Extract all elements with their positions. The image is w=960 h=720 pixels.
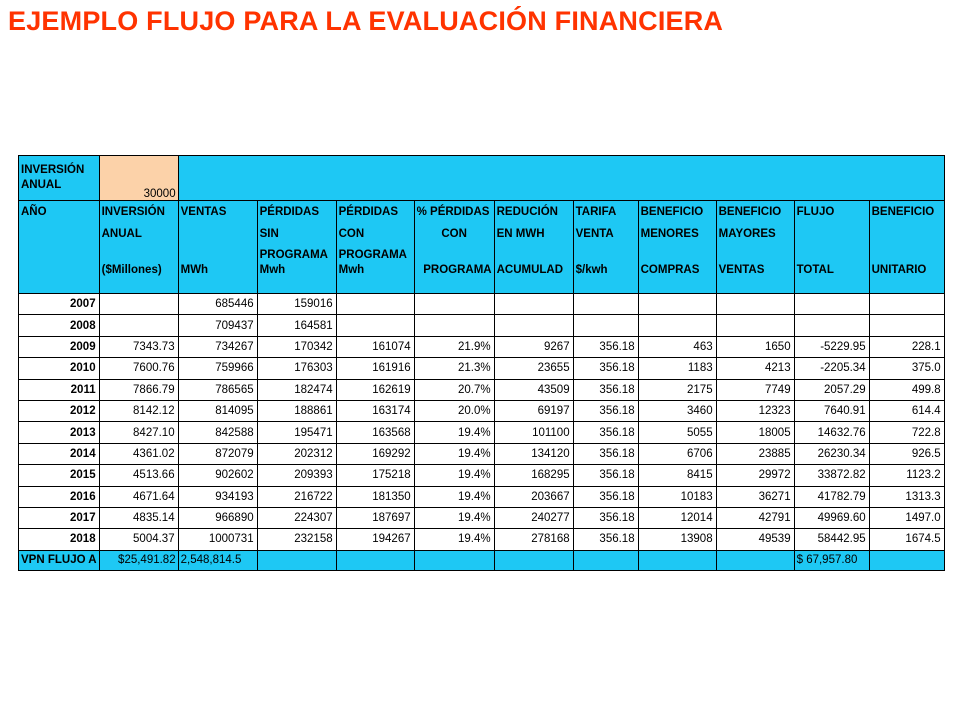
year-cell: 2007 — [19, 294, 100, 315]
header-flow-total — [794, 201, 869, 294]
year-cell: 2014 — [19, 443, 100, 464]
table-row — [19, 529, 945, 550]
value-cell: 23885 — [716, 443, 794, 464]
header-line — [797, 227, 867, 242]
header-line: % PÉRDIDAS — [416, 206, 490, 218]
vpn-label: VPN FLUJO A — [19, 550, 100, 570]
header-line — [576, 248, 636, 263]
value-cell: 19.4% — [414, 529, 494, 550]
value-cell: 709437 — [178, 315, 257, 336]
table-row — [19, 507, 945, 528]
value-cell — [638, 315, 716, 336]
value-cell: 10183 — [638, 486, 716, 507]
value-cell: 101100 — [494, 422, 573, 443]
value-cell — [99, 315, 178, 336]
vpn-row — [19, 550, 945, 570]
value-cell: 240277 — [494, 507, 573, 528]
value-cell: 195471 — [257, 422, 336, 443]
header-line: CON — [441, 227, 467, 240]
value-cell — [716, 315, 794, 336]
value-cell: 41782.79 — [794, 486, 869, 507]
value-cell: 161916 — [336, 358, 414, 379]
header-line: PROGRAMA — [259, 249, 328, 262]
value-cell — [869, 294, 944, 315]
header-line: ANUAL — [101, 227, 142, 240]
financial-flow-table — [18, 155, 945, 571]
year-cell: 2011 — [19, 379, 100, 400]
year-cell: 2008 — [19, 315, 100, 336]
header-line: MAYORES — [718, 227, 776, 240]
value-cell — [494, 315, 573, 336]
vpn-flow: $ 67,957.80 — [794, 550, 869, 570]
header-line: ACUMULAD — [496, 264, 564, 277]
header-line: COMPRAS — [640, 264, 700, 277]
header-line: ($Millones) — [101, 264, 162, 277]
table-row — [19, 358, 945, 379]
value-cell: 42791 — [716, 507, 794, 528]
header-line — [21, 248, 97, 263]
value-cell: 759966 — [178, 358, 257, 379]
header-line: MWh — [180, 264, 209, 277]
value-cell: 1000731 — [178, 529, 257, 550]
header-filler — [178, 156, 944, 201]
value-cell: 36271 — [716, 486, 794, 507]
table-row — [19, 465, 945, 486]
value-cell: 26230.34 — [794, 443, 869, 464]
table-row — [19, 379, 945, 400]
value-cell: 8142.12 — [99, 400, 178, 421]
value-cell: 176303 — [257, 358, 336, 379]
value-cell: 23655 — [494, 358, 573, 379]
header-line — [21, 263, 97, 278]
vpn-empty — [414, 550, 494, 570]
header-line: VENTAS — [180, 206, 227, 218]
value-cell — [336, 294, 414, 315]
value-cell: 19.4% — [414, 507, 494, 528]
value-cell: 58442.95 — [794, 529, 869, 550]
header-line — [417, 248, 492, 263]
vpn-empty — [257, 550, 336, 570]
value-cell: 19.4% — [414, 422, 494, 443]
value-cell: 224307 — [257, 507, 336, 528]
value-cell: 203667 — [494, 486, 573, 507]
value-cell: 232158 — [257, 529, 336, 550]
value-cell: 159016 — [257, 294, 336, 315]
header-line: UNITARIO — [871, 264, 927, 277]
year-cell: 2009 — [19, 336, 100, 357]
value-cell: 278168 — [494, 529, 573, 550]
value-cell: 5055 — [638, 422, 716, 443]
value-cell: 43509 — [494, 379, 573, 400]
value-cell: 966890 — [178, 507, 257, 528]
value-cell: 614.4 — [869, 400, 944, 421]
value-cell: 934193 — [178, 486, 257, 507]
table-row — [19, 315, 945, 336]
table-row — [19, 294, 945, 315]
vpn-investment: $25,491.82 — [99, 550, 178, 570]
header-pct-losses — [414, 201, 494, 294]
header-losses-without — [257, 201, 336, 294]
value-cell: 1123.2 — [869, 465, 944, 486]
year-cell: 2018 — [19, 529, 100, 550]
value-cell: 4213 — [716, 358, 794, 379]
header-line — [497, 248, 571, 263]
header-line — [872, 227, 942, 242]
value-cell: 685446 — [178, 294, 257, 315]
value-cell: 182474 — [257, 379, 336, 400]
header-line — [102, 248, 176, 263]
value-cell — [99, 294, 178, 315]
value-cell: 356.18 — [573, 443, 638, 464]
value-cell: 842588 — [178, 422, 257, 443]
header-benefit-sales — [716, 201, 794, 294]
value-cell: 8415 — [638, 465, 716, 486]
value-cell: 4835.14 — [99, 507, 178, 528]
investment-value-cell[interactable]: 30000 — [99, 156, 178, 201]
value-cell: 12323 — [716, 400, 794, 421]
value-cell: 170342 — [257, 336, 336, 357]
header-line: $/kwh — [575, 264, 608, 277]
header-line: TOTAL — [796, 264, 834, 277]
header-line: Mwh — [338, 264, 365, 277]
value-cell: 228.1 — [869, 336, 944, 357]
investment-input-row — [19, 156, 945, 201]
value-cell: 2057.29 — [794, 379, 869, 400]
table-row — [19, 443, 945, 464]
value-cell: 19.4% — [414, 443, 494, 464]
value-cell: 162619 — [336, 379, 414, 400]
value-cell: 209393 — [257, 465, 336, 486]
header-line: VENTA — [575, 227, 614, 240]
value-cell: 12014 — [638, 507, 716, 528]
vpn-sales: 2,548,814.5 — [178, 550, 257, 570]
header-line: INVERSIÓN — [101, 206, 165, 218]
value-cell: 21.9% — [414, 336, 494, 357]
header-line: BENEFICIO — [871, 206, 935, 218]
value-cell: 187697 — [336, 507, 414, 528]
vpn-empty — [336, 550, 414, 570]
value-cell: 14632.76 — [794, 422, 869, 443]
header-year — [19, 201, 100, 294]
value-cell: 163174 — [336, 400, 414, 421]
header-line: BENEFICIO — [640, 206, 704, 218]
value-cell: 926.5 — [869, 443, 944, 464]
value-cell: 19.4% — [414, 486, 494, 507]
value-cell: 33872.82 — [794, 465, 869, 486]
value-cell — [414, 294, 494, 315]
header-sales — [178, 201, 257, 294]
value-cell — [573, 315, 638, 336]
value-cell — [573, 294, 638, 315]
value-cell: 194267 — [336, 529, 414, 550]
value-cell: 9267 — [494, 336, 573, 357]
header-line — [21, 227, 97, 242]
value-cell: 1674.5 — [869, 529, 944, 550]
value-cell: 722.8 — [869, 422, 944, 443]
header-line: PÉRDIDAS — [338, 206, 399, 218]
value-cell: 7640.91 — [794, 400, 869, 421]
header-line — [641, 248, 714, 263]
value-cell: 7866.79 — [99, 379, 178, 400]
value-cell: 7600.76 — [99, 358, 178, 379]
value-cell: 356.18 — [573, 422, 638, 443]
value-cell: 786565 — [178, 379, 257, 400]
value-cell: 4361.02 — [99, 443, 178, 464]
header-line — [719, 248, 792, 263]
value-cell — [716, 294, 794, 315]
year-cell: 2017 — [19, 507, 100, 528]
value-cell: 19.4% — [414, 465, 494, 486]
value-cell: 18005 — [716, 422, 794, 443]
value-cell: 20.7% — [414, 379, 494, 400]
header-line: FLUJO — [796, 206, 835, 218]
vpn-empty — [869, 550, 944, 570]
value-cell: 356.18 — [573, 529, 638, 550]
value-cell: 902602 — [178, 465, 257, 486]
value-cell — [869, 315, 944, 336]
table-row — [19, 400, 945, 421]
value-cell: 29972 — [716, 465, 794, 486]
header-tariff — [573, 201, 638, 294]
value-cell: 161074 — [336, 336, 414, 357]
header-reduction — [494, 201, 573, 294]
value-cell: 872079 — [178, 443, 257, 464]
value-cell: 7749 — [716, 379, 794, 400]
header-line: TARIFA — [575, 206, 617, 218]
value-cell: 356.18 — [573, 336, 638, 357]
value-cell: 2175 — [638, 379, 716, 400]
value-cell: 21.3% — [414, 358, 494, 379]
year-cell: 2015 — [19, 465, 100, 486]
header-line: Mwh — [259, 264, 286, 277]
value-cell: 499.8 — [869, 379, 944, 400]
value-cell: 4671.64 — [99, 486, 178, 507]
value-cell — [794, 294, 869, 315]
value-cell — [494, 294, 573, 315]
value-cell: 168295 — [494, 465, 573, 486]
year-cell: 2016 — [19, 486, 100, 507]
value-cell — [336, 315, 414, 336]
value-cell: 216722 — [257, 486, 336, 507]
value-cell: 375.0 — [869, 358, 944, 379]
value-cell: 356.18 — [573, 358, 638, 379]
header-line: AÑO — [21, 206, 47, 218]
value-cell: 356.18 — [573, 486, 638, 507]
year-cell: 2010 — [19, 358, 100, 379]
value-cell: 1313.3 — [869, 486, 944, 507]
value-cell: 4513.66 — [99, 465, 178, 486]
value-cell: 8427.10 — [99, 422, 178, 443]
value-cell: 134120 — [494, 443, 573, 464]
value-cell: 5004.37 — [99, 529, 178, 550]
header-line — [181, 248, 255, 263]
header-losses-with — [336, 201, 414, 294]
header-investment — [99, 201, 178, 294]
value-cell — [794, 315, 869, 336]
header-line — [797, 248, 867, 263]
vpn-empty — [494, 550, 573, 570]
value-cell: 163568 — [336, 422, 414, 443]
value-cell: 175218 — [336, 465, 414, 486]
page-title: EJEMPLO FLUJO PARA LA EVALUACIÓN FINANCIERA — [8, 6, 724, 36]
value-cell — [638, 294, 716, 315]
header-line: PÉRDIDAS — [259, 206, 320, 218]
vpn-empty — [716, 550, 794, 570]
header-line: PROGRAMA — [338, 249, 407, 262]
vpn-empty — [638, 550, 716, 570]
value-cell: 3460 — [638, 400, 716, 421]
value-cell — [414, 315, 494, 336]
value-cell: 356.18 — [573, 507, 638, 528]
header-line — [872, 248, 942, 263]
value-cell: 1650 — [716, 336, 794, 357]
value-cell: 20.0% — [414, 400, 494, 421]
value-cell: -2205.34 — [794, 358, 869, 379]
value-cell: 69197 — [494, 400, 573, 421]
value-cell: 734267 — [178, 336, 257, 357]
header-benefit-purchases — [638, 201, 716, 294]
value-cell: 6706 — [638, 443, 716, 464]
value-cell: 169292 — [336, 443, 414, 464]
investment-label-line1: INVERSIÓN — [21, 164, 85, 176]
value-cell: 181350 — [336, 486, 414, 507]
vpn-empty — [573, 550, 638, 570]
year-cell: 2012 — [19, 400, 100, 421]
header-line: BENEFICIO — [718, 206, 782, 218]
value-cell: 356.18 — [573, 465, 638, 486]
header-line: EN MWH — [496, 227, 545, 240]
value-cell: 463 — [638, 336, 716, 357]
header-line: CON — [338, 227, 365, 240]
header-line — [181, 227, 255, 242]
header-line: VENTAS — [718, 264, 765, 277]
value-cell: -5229.95 — [794, 336, 869, 357]
table-row — [19, 486, 945, 507]
value-cell: 202312 — [257, 443, 336, 464]
header-line: REDUCIÓN — [496, 206, 558, 218]
header-benefit-unit — [869, 201, 944, 294]
value-cell: 1497.0 — [869, 507, 944, 528]
value-cell: 1183 — [638, 358, 716, 379]
value-cell: 7343.73 — [99, 336, 178, 357]
value-cell: 356.18 — [573, 379, 638, 400]
value-cell: 13908 — [638, 529, 716, 550]
value-cell: 49539 — [716, 529, 794, 550]
header-line: SIN — [259, 227, 279, 240]
investment-label-cell — [19, 156, 100, 201]
value-cell: 356.18 — [573, 400, 638, 421]
header-line: PROGRAMA — [423, 264, 492, 277]
header-line: MENORES — [640, 227, 699, 240]
investment-label-line2: ANUAL — [21, 179, 62, 191]
value-cell: 164581 — [257, 315, 336, 336]
value-cell: 814095 — [178, 400, 257, 421]
column-header-row — [19, 201, 945, 294]
value-cell: 188861 — [257, 400, 336, 421]
value-cell: 49969.60 — [794, 507, 869, 528]
table-row — [19, 422, 945, 443]
year-cell: 2013 — [19, 422, 100, 443]
table-row — [19, 336, 945, 357]
